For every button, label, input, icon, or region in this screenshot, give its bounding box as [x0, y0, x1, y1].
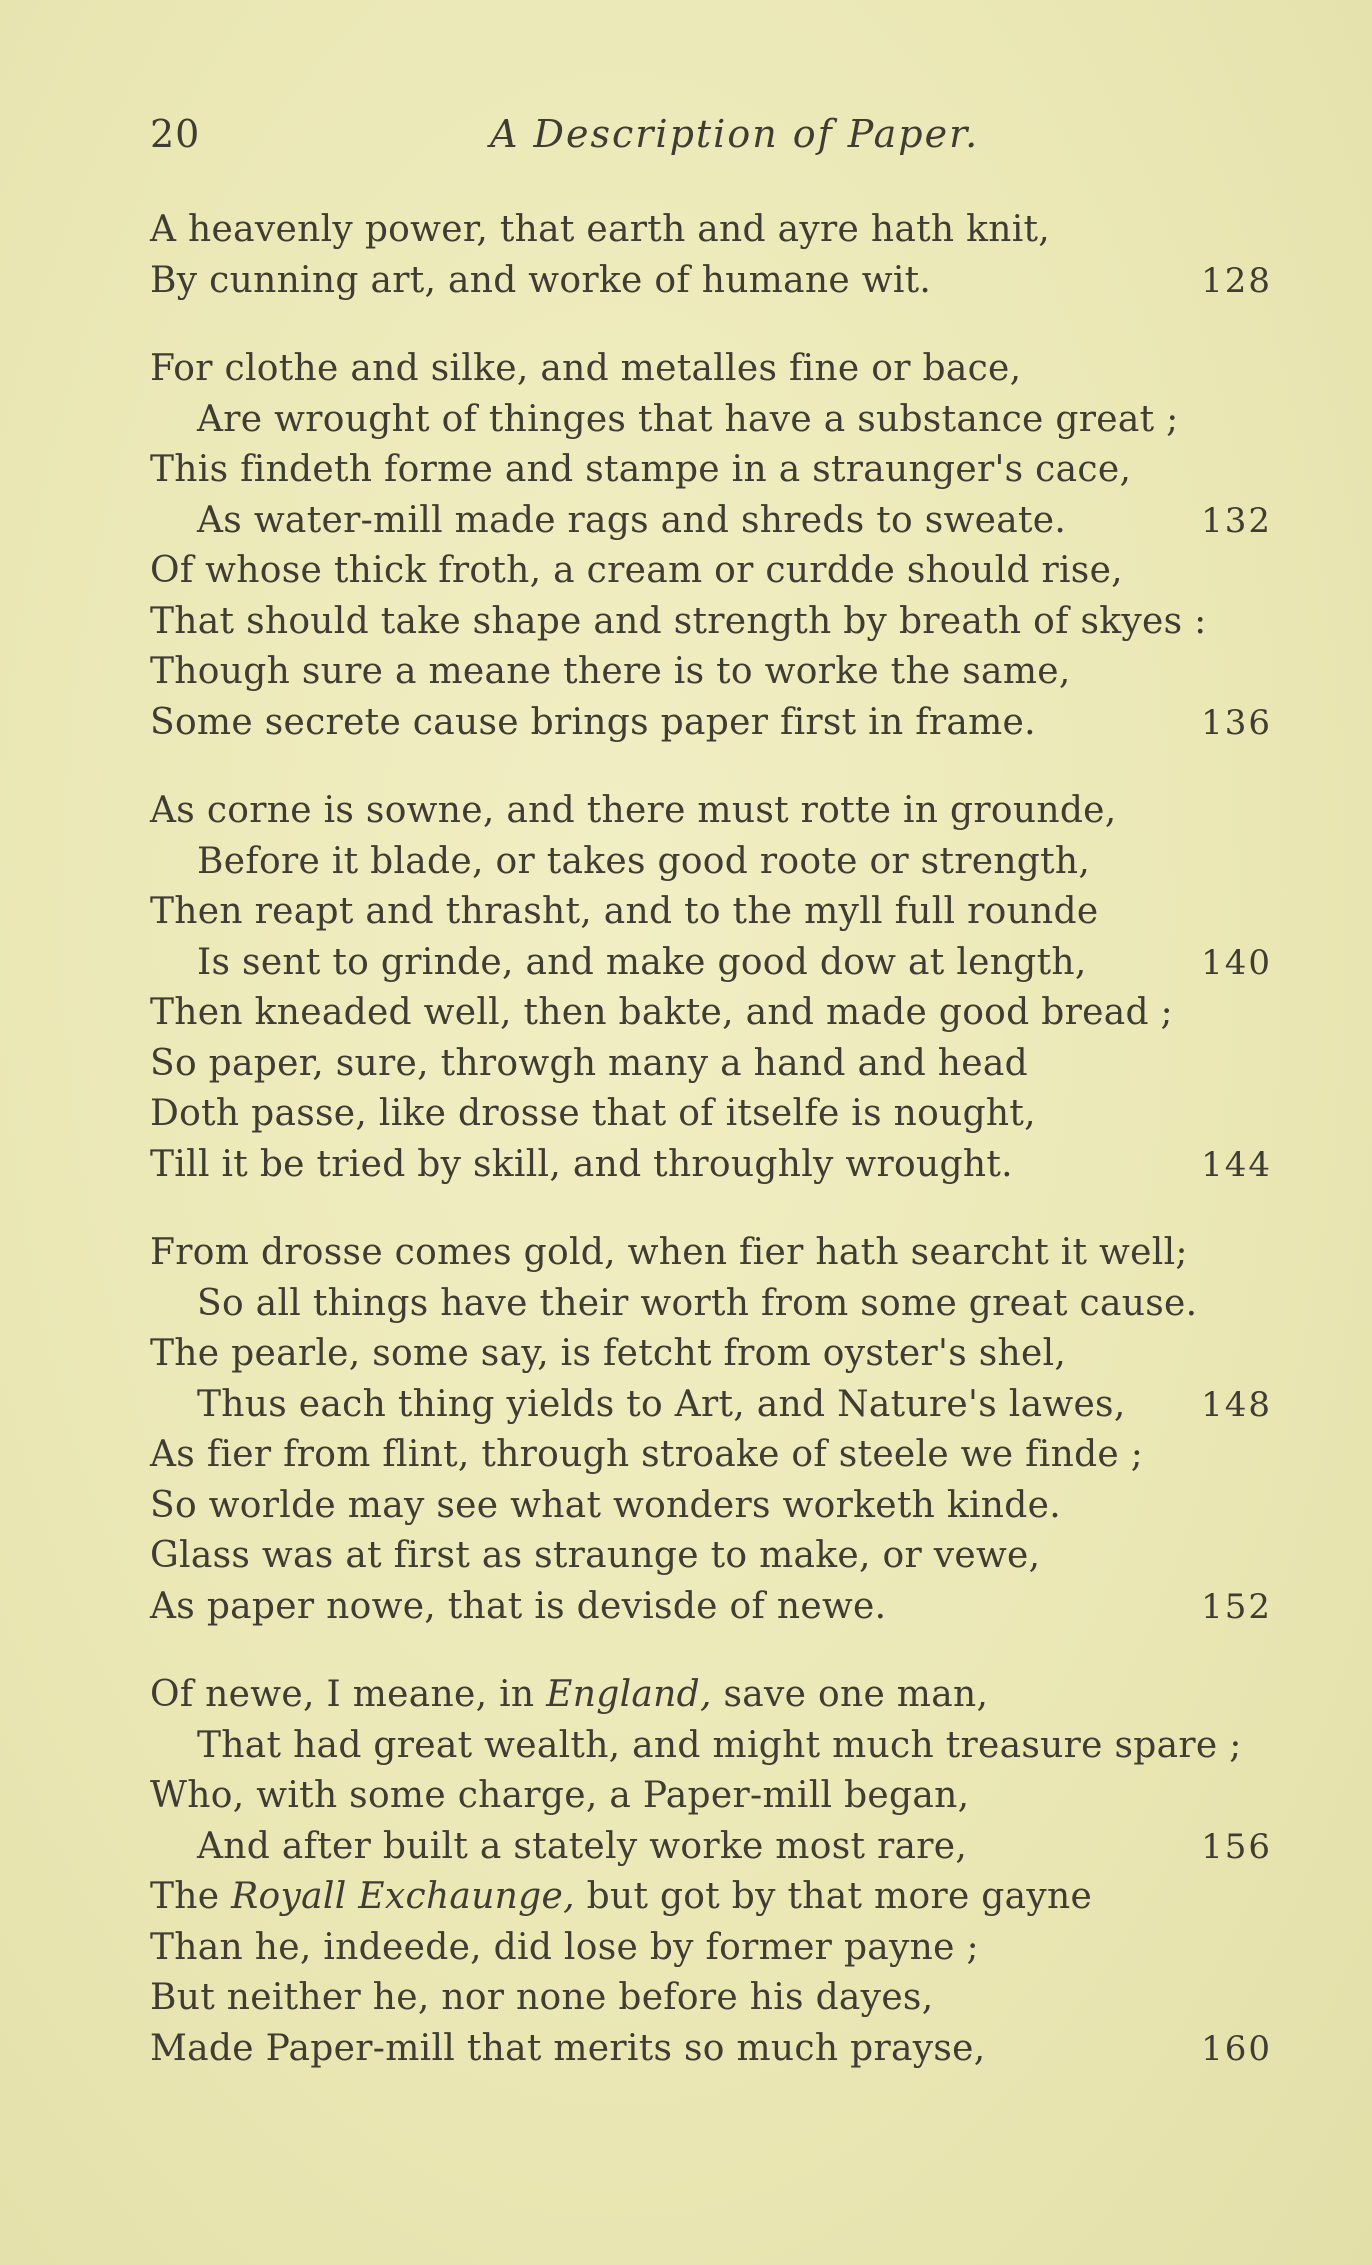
line-text: Thus each thing yields to Art, and Nature's lawes, — [197, 1383, 1126, 1425]
line-text: The pearle, some say, is fetcht from oyster's shel, — [150, 1333, 1067, 1374]
line-text: So all things have their worth from some great cause. — [197, 1282, 1198, 1324]
poem-line — [150, 546, 1280, 597]
poem-line — [150, 1228, 1280, 1279]
poem-line — [150, 496, 1280, 547]
line-number: 132 — [1201, 500, 1272, 541]
stanza — [150, 1228, 1280, 1632]
line-text — [150, 1876, 1092, 1917]
poem-line — [150, 1481, 1280, 1532]
poem-line — [150, 1872, 1280, 1923]
poem-line — [150, 597, 1280, 648]
poem-line — [150, 1279, 1280, 1330]
poem-line — [150, 1721, 1280, 1772]
line-text: This findeth forme and stampe in a straunger's cace, — [150, 449, 1132, 490]
poem-line — [150, 786, 1280, 837]
line-text: Then kneaded well, then bakte, and made good bread ; — [150, 992, 1173, 1033]
line-text: Are wrought of thinges that have a substance great ; — [197, 398, 1179, 440]
poem-line — [150, 1329, 1280, 1380]
line-number: 152 — [1201, 1586, 1272, 1627]
line-text: So worlde may see what wonders worketh kinde. — [150, 1484, 1061, 1526]
line-number: 136 — [1201, 702, 1272, 743]
line-text: Made Paper-mill that merits so much prayse, — [150, 2027, 986, 2069]
poem-line — [150, 1923, 1280, 1974]
poem-line — [150, 1380, 1280, 1431]
line-text: And after built a stately worke most rare, — [197, 1825, 968, 1867]
line-text: Glass was at first as straunge to make, or vewe, — [150, 1535, 1041, 1576]
line-text — [150, 1674, 988, 1715]
running-title: A Description of Paper. — [490, 112, 980, 156]
poem-line — [150, 1140, 1280, 1191]
line-text: That should take shape and strength by breath of skyes : — [150, 600, 1207, 642]
italic-phrase: Royall Exchaunge, — [231, 1876, 575, 1917]
stanza — [150, 205, 1280, 306]
italic-phrase: England, — [546, 1674, 712, 1715]
poem-line — [150, 2024, 1280, 2075]
line-number: 160 — [1201, 2028, 1272, 2069]
line-number: 128 — [1201, 260, 1272, 301]
poem-line — [150, 1822, 1280, 1873]
poem — [150, 205, 1280, 2112]
page-number: 20 — [150, 112, 201, 156]
line-text: But neither he, nor none before his dayes, — [150, 1977, 934, 2018]
poem-line — [150, 887, 1280, 938]
poem-line — [150, 837, 1280, 888]
line-segment: Of newe, I meane, in — [150, 1674, 547, 1715]
line-text: As water-mill made rags and shreds to sweate. — [197, 499, 1067, 541]
line-text: Though sure a meane there is to worke the same, — [150, 651, 1071, 692]
poem-line — [150, 938, 1280, 989]
poem-line — [150, 1582, 1280, 1633]
poem-line — [150, 344, 1280, 395]
line-text: Who, with some charge, a Paper-mill began, — [150, 1775, 970, 1816]
line-text: So paper, sure, throwgh many a hand and head — [150, 1042, 1028, 1084]
stanza — [150, 344, 1280, 748]
poem-line — [150, 1531, 1280, 1582]
line-text: Than he, indeede, did lose by former payne ; — [150, 1926, 979, 1968]
line-number: 156 — [1201, 1826, 1272, 1867]
poem-line — [150, 988, 1280, 1039]
stanza — [150, 786, 1280, 1190]
line-text: By cunning art, and worke of humane wit. — [150, 259, 932, 301]
poem-line — [150, 1771, 1280, 1822]
line-text: A heavenly power, that earth and ayre hath knit, — [150, 209, 1051, 250]
poem-line — [150, 445, 1280, 496]
line-number: 144 — [1201, 1144, 1272, 1185]
running-head — [150, 112, 1270, 172]
line-text: Is sent to grinde, and make good dow at length, — [197, 941, 1087, 983]
poem-line — [150, 1670, 1280, 1721]
line-number: 140 — [1201, 942, 1272, 983]
line-text: Doth passe, like drosse that of itselfe is nought, — [150, 1093, 1036, 1134]
poem-line — [150, 647, 1280, 698]
line-segment: The — [150, 1876, 232, 1917]
stanza — [150, 1670, 1280, 2074]
line-text: Before it blade, or takes good roote or strength, — [197, 840, 1091, 882]
poem-line — [150, 1973, 1280, 2024]
line-text: From drosse comes gold, when fier hath searcht it well; — [150, 1232, 1188, 1273]
line-segment: save one man, — [711, 1674, 989, 1715]
line-text: As fier from flint, through stroake of steele we finde ; — [150, 1434, 1144, 1475]
line-text: As paper nowe, that is devisde of newe. — [150, 1585, 887, 1627]
line-text: Of whose thick froth, a cream or curdde should rise, — [150, 550, 1123, 591]
poem-line — [150, 698, 1280, 749]
poem-line — [150, 1089, 1280, 1140]
line-segment: but got by that more gayne — [574, 1876, 1093, 1917]
poem-line — [150, 1430, 1280, 1481]
line-text: For clothe and silke, and metalles fine or bace, — [150, 348, 1022, 389]
line-text: As corne is sowne, and there must rotte in grounde, — [150, 790, 1117, 831]
line-text: Some secrete cause brings paper first in frame. — [150, 701, 1036, 743]
line-text: That had great wealth, and might much treasure spare ; — [197, 1724, 1242, 1766]
line-number: 148 — [1201, 1384, 1272, 1425]
poem-line — [150, 205, 1280, 256]
line-text: Till it be tried by skill, and throughly wrought. — [150, 1143, 1013, 1185]
poem-line — [150, 1039, 1280, 1090]
poem-line — [150, 395, 1280, 446]
poem-line — [150, 256, 1280, 307]
line-text: Then reapt and thrasht, and to the myll full rounde — [150, 891, 1099, 932]
